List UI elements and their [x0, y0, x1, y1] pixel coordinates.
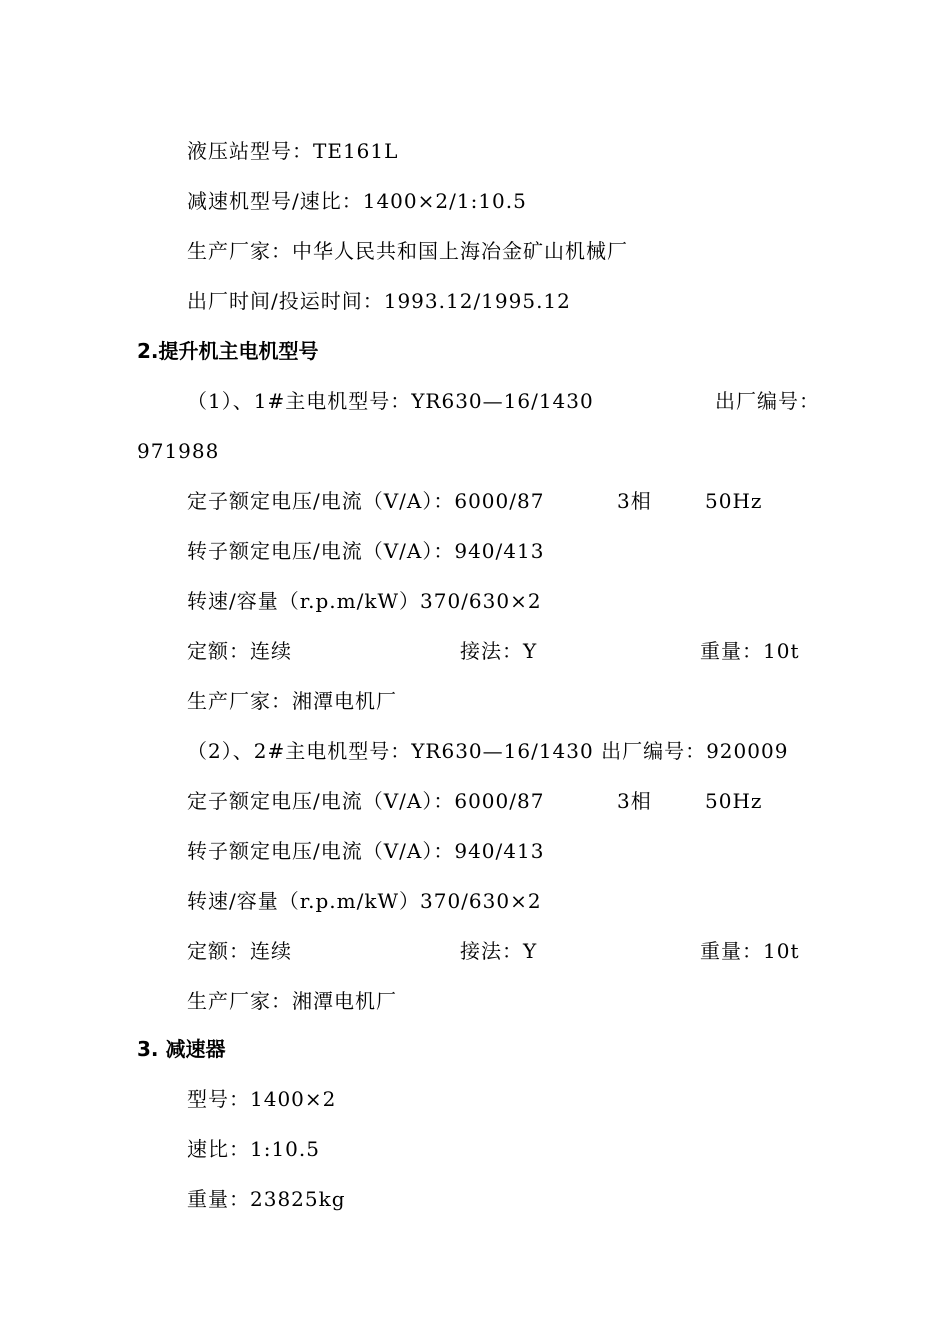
motor2-frequency: 50Hz [705, 789, 763, 813]
motor2-model-serial: （2）、2#主电机型号：YR630—16/1430 出厂编号：920009 [187, 739, 789, 763]
reducer-model: 型号：1400×2 [187, 1087, 337, 1111]
section-3-heading: 3. 减速器 [137, 1037, 226, 1061]
motor1-stator-row [187, 486, 827, 516]
motor2-phase: 3相 [617, 789, 652, 813]
reducer-weight: 重量：23825kg [187, 1187, 346, 1211]
motor1-manufacturer: 生产厂家：湘潭电机厂 [187, 689, 397, 713]
motor1-rotor: 转子额定电压/电流（V/A）：940/413 [187, 539, 545, 563]
section-2-heading: 2.提升机主电机型号 [137, 339, 319, 363]
hydraulic-manufacturer: 生产厂家：中华人民共和国上海冶金矿山机械厂 [187, 239, 628, 263]
motor2-rotor: 转子额定电压/电流（V/A）：940/413 [187, 839, 545, 863]
motor1-phase: 3相 [617, 489, 652, 513]
motor1-speed-capacity: 转速/容量（r.p.m/kW）370/630×2 [187, 589, 542, 613]
motor2-speed-capacity: 转速/容量（r.p.m/kW）370/630×2 [187, 889, 542, 913]
hydraulic-station-model: 液压站型号：TE161L [187, 139, 399, 163]
reducer-model-ratio: 减速机型号/速比：1400×2/1:10.5 [187, 189, 527, 213]
motor1-serial-label: 出厂编号： [715, 389, 820, 413]
motor2-stator: 定子额定电压/电流（V/A）：6000/87 [187, 789, 545, 813]
motor1-model: （1）、1#主电机型号：YR630—16/1430 [187, 389, 594, 413]
motor2-connection: 接法：Y [460, 939, 538, 963]
motor2-rating: 定额：连续 [187, 939, 292, 963]
motor2-manufacturer: 生产厂家：湘潭电机厂 [187, 989, 397, 1013]
motor1-model-row [187, 386, 907, 416]
motor1-weight: 重量：10t [700, 639, 800, 663]
motor1-stator: 定子额定电压/电流（V/A）：6000/87 [187, 489, 545, 513]
motor1-connection: 接法：Y [460, 639, 538, 663]
hydraulic-dates: 出厂时间/投运时间：1993.12/1995.12 [187, 289, 571, 313]
motor1-rating-row [187, 636, 827, 666]
motor2-rating-row [187, 936, 827, 966]
reducer-ratio: 速比：1:10.5 [187, 1137, 320, 1161]
motor1-frequency: 50Hz [705, 489, 763, 513]
motor2-weight: 重量：10t [700, 939, 800, 963]
motor1-rating: 定额：连续 [187, 639, 292, 663]
motor1-serial-value: 971988 [137, 439, 220, 463]
motor2-stator-row [187, 786, 827, 816]
